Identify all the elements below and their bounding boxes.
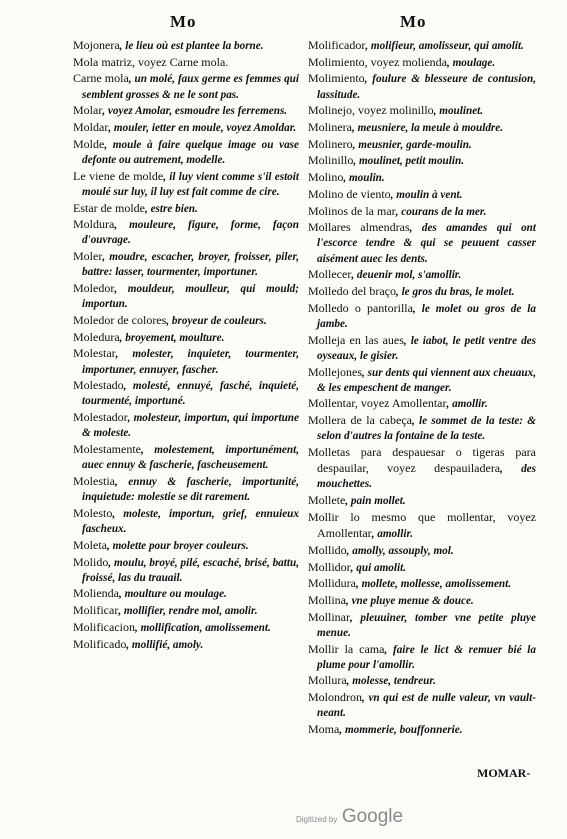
dictionary-entry — [308, 593, 536, 609]
dictionary-entry — [308, 333, 536, 364]
entry-headword: Mollidor — [308, 559, 351, 574]
entry-definition: , moulture ou moulage. — [119, 588, 227, 601]
entry-headword: Molificar — [73, 603, 119, 618]
dictionary-entry — [73, 346, 299, 377]
entry-headword: Molimiento — [308, 71, 365, 86]
entry-headword: Molino — [308, 170, 344, 185]
entry-headword: Molinos de la mar — [308, 203, 396, 218]
dictionary-entry — [73, 555, 299, 586]
entry-definition: , molesse, tendreur. — [346, 675, 436, 688]
entry-definition: , deuenir mol, s'amollir. — [351, 269, 462, 282]
entry-definition: , qui amolit. — [350, 561, 406, 574]
entry-definition: , moulage. — [446, 56, 496, 69]
entry-definition: , molestement, importunément, auec ennuy & fascherie, fascheusement. — [82, 444, 299, 472]
entry-headword: Mollir la cama — [308, 641, 385, 656]
entry-headword: Moleta — [73, 537, 107, 552]
entry-headword: Molido — [73, 554, 109, 569]
dictionary-entry — [73, 217, 299, 248]
entry-definition: , le molet ou gros de la jambe. — [317, 302, 536, 330]
entry-headword: Mola matriz, voyez Carne mola. — [73, 54, 229, 69]
entry-definition: , moulinet, petit moulin. — [353, 155, 464, 168]
entry-headword: Molificacion — [73, 619, 135, 634]
entry-definition: , foulure & blesseure de contusion, lassitude. — [317, 73, 536, 101]
dictionary-entry — [73, 474, 299, 505]
running-header — [0, 12, 567, 36]
entry-headword: Molestamente — [73, 442, 141, 457]
entry-headword: Le viene de molde — [73, 168, 164, 183]
entry-headword: Mollido — [308, 542, 347, 557]
dictionary-entry — [308, 153, 536, 169]
dictionary-entry — [73, 442, 299, 473]
dictionary-entry — [308, 510, 536, 542]
dictionary-entry — [308, 204, 536, 220]
entry-headword: Molar — [73, 103, 103, 118]
entry-definition: , moulin à vent. — [390, 188, 463, 201]
entry-definition: , moudre, escacher, broyer, froisser, piler, battre: lasser, tourmenter, importuner. — [82, 251, 299, 279]
entry-headword: Molinera — [308, 120, 352, 135]
entry-headword: Carne mola — [73, 71, 129, 86]
entry-definition: , mouleure, figure, forme, façon d'ouvrage. — [82, 219, 299, 247]
entry-definition: , molifieur, amolisseur, qui amolit. — [365, 40, 524, 52]
dictionary-entry — [308, 71, 536, 102]
entry-headword: Molificado — [73, 636, 127, 651]
entry-headword: Mollentar, voyez Amollentar — [308, 396, 447, 411]
entry-definition: , molester, inquieter, tourmenter, importuner, ennuyer, fascher. — [82, 348, 299, 376]
entry-definition: , moleste, importun, grief, ennuieux fascheux. — [82, 507, 299, 536]
entry-headword: Molinillo — [308, 153, 354, 168]
entry-definition: , mollification, amolissement. — [134, 621, 271, 634]
entry-definition: , vn qui est de nulle valeur, vn vault-neant. — [317, 692, 536, 720]
dictionary-entry — [308, 690, 536, 721]
entry-definition: , des amandes qui ont l'escorce tendre & qui se peuuent casser aisément auec les dents. — [317, 222, 536, 265]
dictionary-entry — [73, 637, 299, 653]
entry-definition: , moule à faire quelque image ou vase defonte ou autrement, modelle. — [82, 138, 299, 166]
entry-definition: , meusnier, garde-moulin. — [352, 138, 472, 151]
entry-headword: Molesto — [73, 505, 113, 520]
entry-headword: Estar de molde — [73, 200, 145, 215]
entry-headword: Molestia — [73, 473, 115, 488]
dictionary-entry — [308, 137, 536, 153]
entry-definition: , le gros du bras, le molet. — [395, 286, 515, 299]
header-left: Mo — [170, 12, 197, 31]
entry-headword: Mollecer — [308, 267, 352, 282]
entry-definition: , broyeur de couleurs. — [166, 314, 267, 327]
dictionary-entry — [308, 413, 536, 444]
entry-definition: , estre bien. — [144, 202, 198, 215]
entry-definition: , faire le lict & remuer bié la plume pour l'amollir. — [317, 643, 537, 671]
entry-headword: Moledura — [73, 329, 120, 344]
dictionary-entry — [308, 576, 536, 592]
dictionary-entry — [308, 103, 536, 119]
entry-definition: , mollifié, amoly. — [126, 638, 204, 651]
entry-definition: , le lieu où est plantee la borne. — [119, 40, 264, 52]
entry-headword: Molledo o pantorilla — [308, 300, 413, 315]
digitized-prefix: Digitized by — [296, 815, 338, 824]
dictionary-entry — [73, 201, 299, 217]
entry-headword: Mollares almendras — [308, 220, 410, 235]
google-logo: Google — [341, 806, 404, 827]
dictionary-entry — [73, 281, 299, 312]
entry-headword: Molestador — [73, 410, 128, 425]
dictionary-entry — [308, 722, 536, 738]
entry-definition: , sur dents qui viennent aux cheuaux, & les empeschent de manger. — [317, 366, 536, 394]
entry-headword: Moler — [73, 249, 103, 264]
entry-headword: Mollejones — [308, 364, 362, 379]
dictionary-entry — [73, 55, 299, 71]
entry-definition: , vne pluye menue & douce. — [346, 594, 474, 607]
entry-headword: Molimiento, voyez molienda — [308, 54, 447, 69]
entry-definition: , courans de la mer. — [395, 205, 487, 218]
entry-headword: Mojonera — [73, 38, 120, 52]
dictionary-entry — [308, 220, 536, 267]
entry-definition: , le iabot, le petit ventre des oyseaux, le gisier. — [317, 334, 536, 362]
entry-headword: Moldura — [73, 217, 115, 232]
dictionary-entry — [308, 38, 536, 54]
entry-definition: , mommerie, bouffonnerie. — [339, 724, 463, 737]
entry-headword: Mollera de la cabeça — [308, 413, 412, 428]
entry-headword: Mollete — [308, 493, 346, 508]
entry-headword: Mollidura — [308, 576, 356, 591]
entry-definition: , amolly, assouply, mol. — [346, 544, 454, 557]
dictionary-entry — [73, 538, 299, 554]
dictionary-entry — [308, 610, 536, 641]
dictionary-entry — [308, 55, 536, 71]
entry-headword: Molificador — [308, 38, 366, 52]
entry-headword: Mollir lo mesmo que mollentar, voyez Amollentar — [308, 509, 536, 541]
right-column — [308, 38, 536, 739]
entry-definition: , un molé, faux germe es femmes qui semblent grosses & ne le sont pas. — [82, 73, 300, 101]
digitized-by-watermark — [296, 806, 403, 828]
dictionary-entry — [73, 249, 299, 280]
dictionary-entry — [308, 301, 536, 332]
entry-definition: , pain mollet. — [345, 495, 406, 508]
entry-definition: , broyement, moulture. — [119, 331, 225, 344]
dictionary-entry — [73, 620, 299, 636]
dictionary-entry — [308, 267, 536, 283]
entry-headword: Molestar — [73, 346, 116, 361]
entry-definition: , il luy vient comme s'il estoit moulé sur luy, il luy est fait comme de cire. — [82, 170, 299, 198]
entry-definition: , amollir. — [371, 528, 413, 541]
entry-headword: Molinero — [308, 136, 353, 151]
entry-headword: Mollura — [308, 673, 347, 688]
dictionary-entry — [308, 493, 536, 509]
dictionary-entry — [308, 187, 536, 203]
entry-definition: , meusniere, la meule à mouldre. — [352, 122, 504, 135]
dictionary-entry — [308, 445, 536, 493]
entry-headword: Molledo del braço — [308, 284, 396, 299]
dictionary-entry — [73, 410, 299, 441]
dictionary-entry — [73, 103, 299, 119]
entry-definition: , molesteur, importun, qui importune & moleste. — [82, 412, 299, 440]
dictionary-entry — [308, 284, 536, 300]
dictionary-entry — [73, 603, 299, 619]
entry-headword: Molinejo, voyez molinillo — [308, 103, 434, 118]
dictionary-entry — [308, 170, 536, 186]
entry-headword: Moma — [308, 722, 340, 737]
catchword: MOMAR- — [477, 766, 531, 780]
entry-headword: Moledor — [73, 281, 115, 296]
entry-definition: , mouldeur, moulleur, qui mould; importun. — [82, 283, 299, 311]
entry-headword: Moledor de colores — [73, 312, 167, 327]
entry-headword: Mollinar — [308, 609, 350, 624]
entry-headword: Molestado — [73, 378, 124, 393]
entry-headword: Mollina — [308, 592, 346, 607]
dictionary-entry — [308, 365, 536, 396]
dictionary-entry — [73, 330, 299, 346]
dictionary-entry — [73, 38, 299, 54]
dictionary-entry — [73, 169, 299, 200]
entry-headword: Moldar — [73, 120, 109, 135]
entry-definition: , molette pour broyer couleurs. — [107, 539, 249, 552]
entry-definition: , voyez Amolar, esmoudre les ferremens. — [102, 105, 288, 118]
dictionary-entry — [308, 642, 536, 673]
entry-headword: Molletas para despauesar o tigeras para despauilar, voyez despauiladera — [308, 445, 536, 476]
entry-definition: , molesté, ennuyé, fasché, inquieté, tourmenté, importuné. — [82, 380, 299, 408]
entry-definition: , moulu, broyé, pilé, escaché, brisé, battu, froissé, las du trauail. — [82, 556, 299, 584]
entry-definition: , pleuuiner, tomber vne petite pluye menue. — [317, 611, 536, 639]
dictionary-entry — [308, 543, 536, 559]
entry-headword: Molondron — [308, 690, 362, 705]
entry-definition: , mollifier, rendre mol, amolir. — [118, 605, 258, 618]
dictionary-entry — [73, 506, 299, 537]
entry-definition: , mollete, mollesse, amolissement. — [356, 578, 512, 591]
entry-definition: , des mouchettes. — [317, 463, 536, 491]
dictionary-entry — [308, 120, 536, 136]
entry-headword: Molleja en las aues — [308, 332, 404, 347]
entry-definition: , ennuy & fascherie, importunité, inquietude: molestie se dit rarement. — [82, 475, 299, 504]
entry-headword: Molino de viento — [308, 186, 391, 201]
entry-headword: Molde — [73, 136, 105, 151]
entry-definition: , amollir. — [446, 398, 488, 411]
dictionary-entry — [73, 120, 299, 136]
dictionary-entry — [308, 560, 536, 576]
dictionary-entry — [73, 71, 299, 102]
dictionary-entry — [73, 378, 299, 409]
dictionary-entry — [73, 313, 299, 329]
dictionary-entry — [308, 673, 536, 689]
entry-headword: Molienda — [73, 586, 119, 601]
entry-definition: , mouler, ietter en moule, voyez Amoldar. — [108, 122, 297, 135]
entry-definition: , moulin. — [343, 172, 385, 185]
header-right: Mo — [400, 12, 427, 31]
left-column — [73, 38, 299, 653]
dictionary-entry — [73, 137, 299, 168]
entry-definition: , moulinet. — [433, 105, 484, 118]
dictionary-entry — [73, 586, 299, 602]
dictionary-entry — [308, 396, 536, 412]
entry-definition: , le sommet de la teste: & selon d'autres la fontaine de la teste. — [317, 415, 536, 443]
